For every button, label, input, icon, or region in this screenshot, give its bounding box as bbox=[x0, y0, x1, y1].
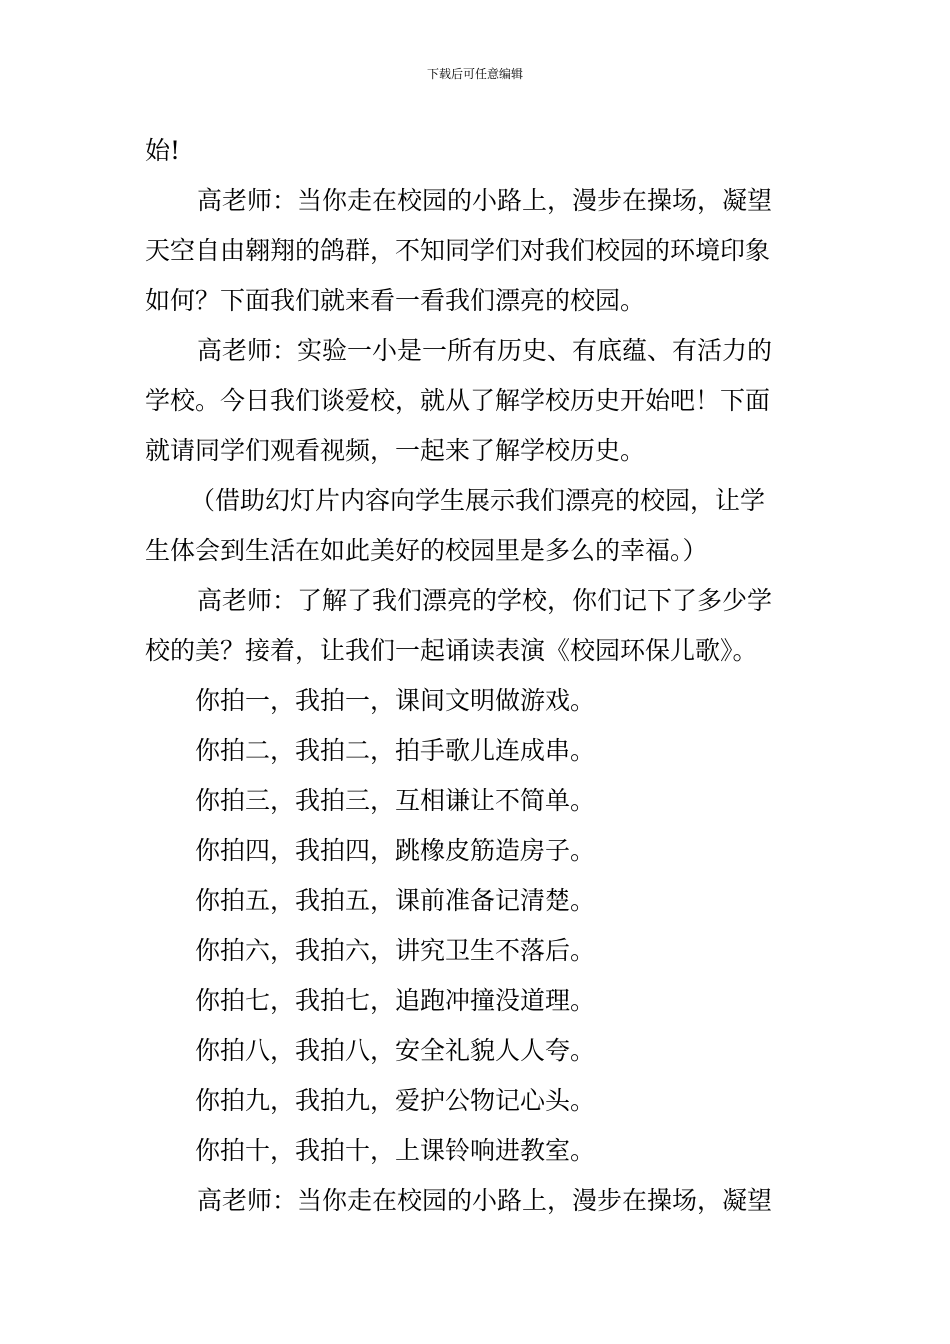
verse-line: 你拍九，我拍九，爱护公物记心头。 bbox=[195, 1086, 596, 1115]
verse-line: 你拍六，我拍六，讲究卫生不落后。 bbox=[195, 936, 596, 965]
document-body bbox=[0, 126, 950, 1226]
paragraph-line: 高老师：当你走在校园的小路上，漫步在操场，凝望 bbox=[197, 1186, 773, 1215]
paragraph-line: （借助幻灯片内容向学生展示我们漂亮的校园，让学 bbox=[190, 486, 766, 515]
verse-line: 你拍四，我拍四，跳橡皮筋造房子。 bbox=[195, 836, 596, 865]
paragraph-line: 高老师：了解了我们漂亮的学校，你们记下了多少学 bbox=[197, 586, 773, 615]
verse-line: 你拍一，我拍一，课间文明做游戏。 bbox=[195, 686, 596, 715]
verse-line: 你拍八，我拍八，安全礼貌人人夸。 bbox=[195, 1036, 596, 1065]
verse-line: 你拍十，我拍十，上课铃响进教室。 bbox=[195, 1136, 596, 1165]
paragraph-line: 生体会到生活在如此美好的校园里是多么的幸福。） bbox=[145, 536, 708, 565]
paragraph-line: 高老师：实验一小是一所有历史、有底蕴、有活力的 bbox=[197, 336, 773, 365]
page-header-note: 下载后可任意编辑 bbox=[426, 67, 523, 81]
paragraph-line: 高老师：当你走在校园的小路上，漫步在操场，凝望 bbox=[197, 186, 773, 215]
paragraph-line: 学校。今日我们谈爱校，就从了解学校历史开始吧！下面 bbox=[145, 386, 771, 415]
verse-line: 你拍二，我拍二，拍手歌儿连成串。 bbox=[195, 736, 596, 765]
verse-line: 你拍七，我拍七，追跑冲撞没道理。 bbox=[195, 986, 596, 1015]
paragraph-line: 如何？下面我们就来看一看我们漂亮的校园。 bbox=[145, 286, 646, 315]
paragraph-line: 天空自由翱翔的鸽群，不知同学们对我们校园的环境印象 bbox=[145, 236, 771, 265]
verse-line: 你拍五，我拍五，课前准备记清楚。 bbox=[195, 886, 596, 915]
verse-line: 你拍三，我拍三，互相谦让不简单。 bbox=[195, 786, 596, 815]
paragraph-line: 校的美？接着，让我们一起诵读表演《校园环保儿歌》。 bbox=[145, 636, 758, 665]
paragraph-line: 就请同学们观看视频，一起来了解学校历史。 bbox=[145, 436, 646, 465]
paragraph-line: 始! bbox=[145, 136, 181, 165]
